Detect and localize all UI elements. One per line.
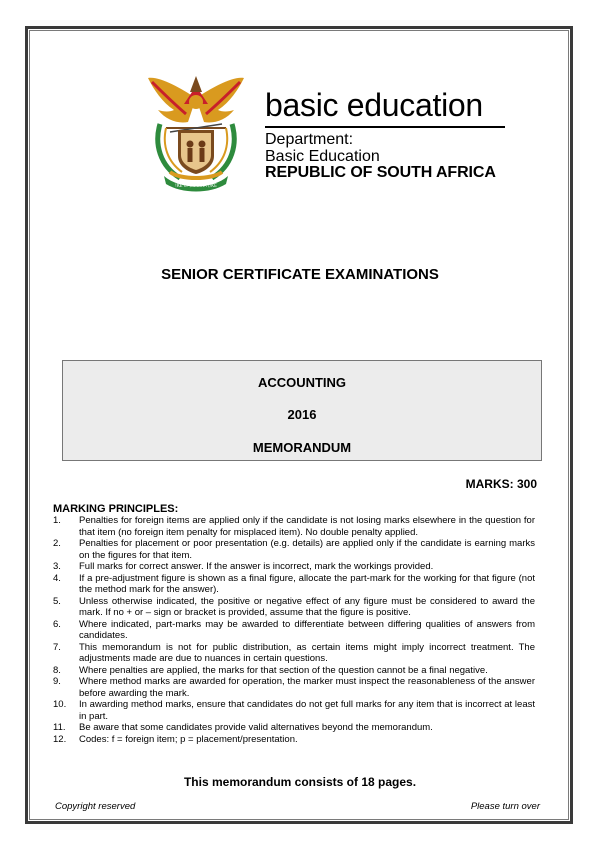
principle-item (53, 619, 535, 642)
principle-item (53, 596, 535, 619)
principle-number: 11. (53, 722, 66, 733)
coat-of-arms-icon (140, 68, 252, 192)
country-name: REPUBLIC OF SOUTH AFRICA (265, 164, 496, 181)
principle-text: Unless otherwise indicated, the positive or negative effect of any figure must be considered to award the mark. If no + or – sign or bracket is provided, assume that the figure is positive. (79, 595, 535, 618)
principles-heading: MARKING PRINCIPLES: (53, 503, 179, 515)
principle-text: If a pre-adjustment figure is shown as a final figure, allocate the part-mark for the working for that figure (not the method mark for the answer). (79, 572, 535, 595)
principle-text: Where indicated, part-marks may be awarded to differentiate between differing qualities of answers from candidates. (79, 618, 535, 641)
principle-number: 12. (53, 733, 67, 745)
subject-year: 2016 (287, 407, 317, 422)
principle-number: 2. (53, 538, 61, 549)
department-title: basic education (265, 87, 483, 123)
principle-number: 8. (53, 664, 61, 676)
principle-text: Penalties for foreign items are applied only if the candidate is not losing marks elsewhere in the question for that item (no foreign item penalty for misplaced item). No double penalty applied. (79, 515, 535, 538)
department-name: Basic Education (265, 148, 380, 165)
department-label: Department: (265, 131, 354, 148)
principle-number: 5. (53, 595, 61, 607)
principle-text: In awarding method marks, ensure that candidates do not get full marks for any item that is incorrect at least in part. (79, 699, 535, 722)
principle-item (53, 665, 535, 677)
principle-number: 7. (53, 641, 61, 653)
turn-over-footer: Please turn over (470, 801, 540, 812)
exam-title: SENIOR CERTIFICATE EXAMINATIONS (161, 266, 439, 283)
principle-item (53, 699, 535, 722)
copyright-footer: Copyright reserved (55, 801, 136, 812)
principle-item (53, 734, 535, 746)
svg-text:!KE E: /XARRA //KE: !KE E: /XARRA //KE (175, 184, 217, 189)
principle-item (53, 538, 535, 561)
principle-text: Where penalties are applied, the marks for that section of the question cannot be a final negative. (79, 664, 488, 676)
principle-number: 1. (53, 515, 61, 526)
principle-number: 9. (53, 676, 61, 687)
principle-item (53, 642, 535, 665)
principle-text: This memorandum is not for public distribution, as certain items might imply incorrect treatment. The adjustments made are due to nuances in certain questions. (79, 641, 535, 664)
principle-text: Penalties for placement or poor presentation (e.g. details) are applied only if the candidate is earning marks on the figures for that item. (79, 538, 535, 561)
principle-number: 10. (53, 699, 67, 710)
subject-name: ACCOUNTING (257, 375, 347, 390)
subject-box (62, 360, 542, 461)
principle-item (53, 561, 535, 573)
department-rule (265, 126, 505, 128)
principles-list (53, 515, 535, 745)
principle-number: 6. (53, 618, 61, 630)
principle-text: Codes: f = foreign item; p = placement/presentation. (79, 733, 298, 745)
principle-text: Be aware that some candidates provide valid alternatives beyond the memorandum. (79, 722, 433, 733)
principle-number: 3. (53, 561, 61, 572)
principle-item (53, 676, 535, 699)
total-marks: MARKS: 300 (465, 477, 537, 491)
page-count-note: This memorandum consists of 18 pages. (183, 775, 417, 789)
principle-text: Full marks for correct answer. If the answer is incorrect, mark the workings provided. (79, 561, 434, 572)
principle-item (53, 722, 535, 734)
principle-item (53, 573, 535, 596)
subject-type: MEMORANDUM (252, 440, 352, 455)
principle-item (53, 515, 535, 538)
principle-text: Where method marks are awarded for operation, the marker must inspect the reasonableness of the answer before awarding the mark. (79, 676, 535, 699)
principle-number: 4. (53, 572, 61, 584)
